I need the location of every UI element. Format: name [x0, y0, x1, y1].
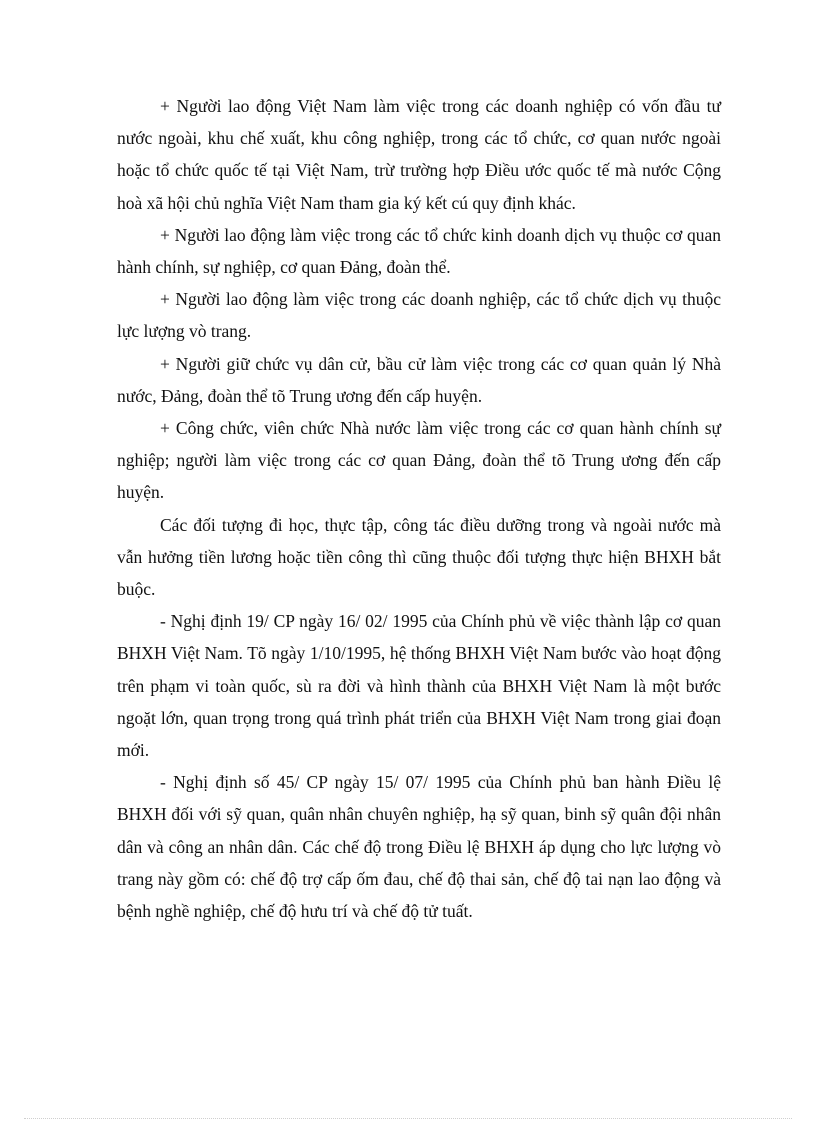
paragraph-elected-officials: + Người giữ chức vụ dân cử, bầu cử làm việc trong các cơ quan quản lý Nhà nước, Đảng, đoàn thể tõ Trung ương đến cấp huyện.	[117, 353, 721, 406]
paragraph-decree-19: - Nghị định 19/ CP ngày 16/ 02/ 1995 của Chính phủ về việc thành lập cơ quan BHXH Việt Nam. Tõ ngày 1/10/1995, hệ thống BHXH Việt Nam bước vào hoạt động trên phạm vi toàn quốc, sù ra đời và hình thành của BHXH Việt Nam là một bước ngoặt lớn, quan trọng trong quá trình phát triển của BHXH Việt Nam trong giai đoạn mới.	[117, 611, 721, 761]
paragraph-students-trainees: Các đối tượng đi học, thực tập, công tác điều dưỡng trong và ngoài nước mà vẫn hưởng tiền lương hoặc tiền công thì cũng thuộc đối tượng thực hiện BHXH bắt buộc.	[117, 514, 721, 600]
paragraph-armed-forces-enterprise-workers: + Người lao động làm việc trong các doanh nghiệp, các tổ chức dịch vụ thuộc lực lượng vò trang.	[117, 289, 721, 342]
document-body	[117, 90, 721, 927]
paragraph-foreign-enterprise-workers: + Người lao động Việt Nam làm việc trong các doanh nghiệp có vốn đầu tư nước ngoài, khu chế xuất, khu công nghiệp, trong các tổ chức, cơ quan nước ngoài hoặc tổ chức quốc tế tại Việt Nam, trừ trường hợp Điều ước quốc tế mà nước Cộng hoà xã hội chủ nghĩa Việt Nam tham gia ký kết cú quy định khác.	[117, 96, 721, 213]
paragraph-civil-servants: + Công chức, viên chức Nhà nước làm việc trong các cơ quan hành chính sự nghiệp; người làm việc trong các cơ quan Đảng, đoàn thể tõ Trung ương đến cấp huyện.	[117, 418, 721, 503]
paragraph-administrative-service-workers: + Người lao động làm việc trong các tổ chức kinh doanh dịch vụ thuộc cơ quan hành chính, sự nghiệp, cơ quan Đảng, đoàn thể.	[117, 224, 721, 278]
paragraph-decree-45: - Nghị định số 45/ CP ngày 15/ 07/ 1995 của Chính phủ ban hành Điều lệ BHXH đối với sỹ quan, quân nhân chuyên nghiệp, hạ sỹ quan, binh sỹ quân đội nhân dân và công an nhân dân. Các chế độ trong Điều lệ BHXH áp dụng cho lực lượng vò trang này gồm có: chế độ trợ cấp ốm đau, chế độ thai sản, chế độ tai nạn lao động và bệnh nghề nghiệp, chế độ hưu trí và chế độ tử tuất.	[117, 772, 721, 922]
page-bottom-divider	[24, 1118, 792, 1119]
